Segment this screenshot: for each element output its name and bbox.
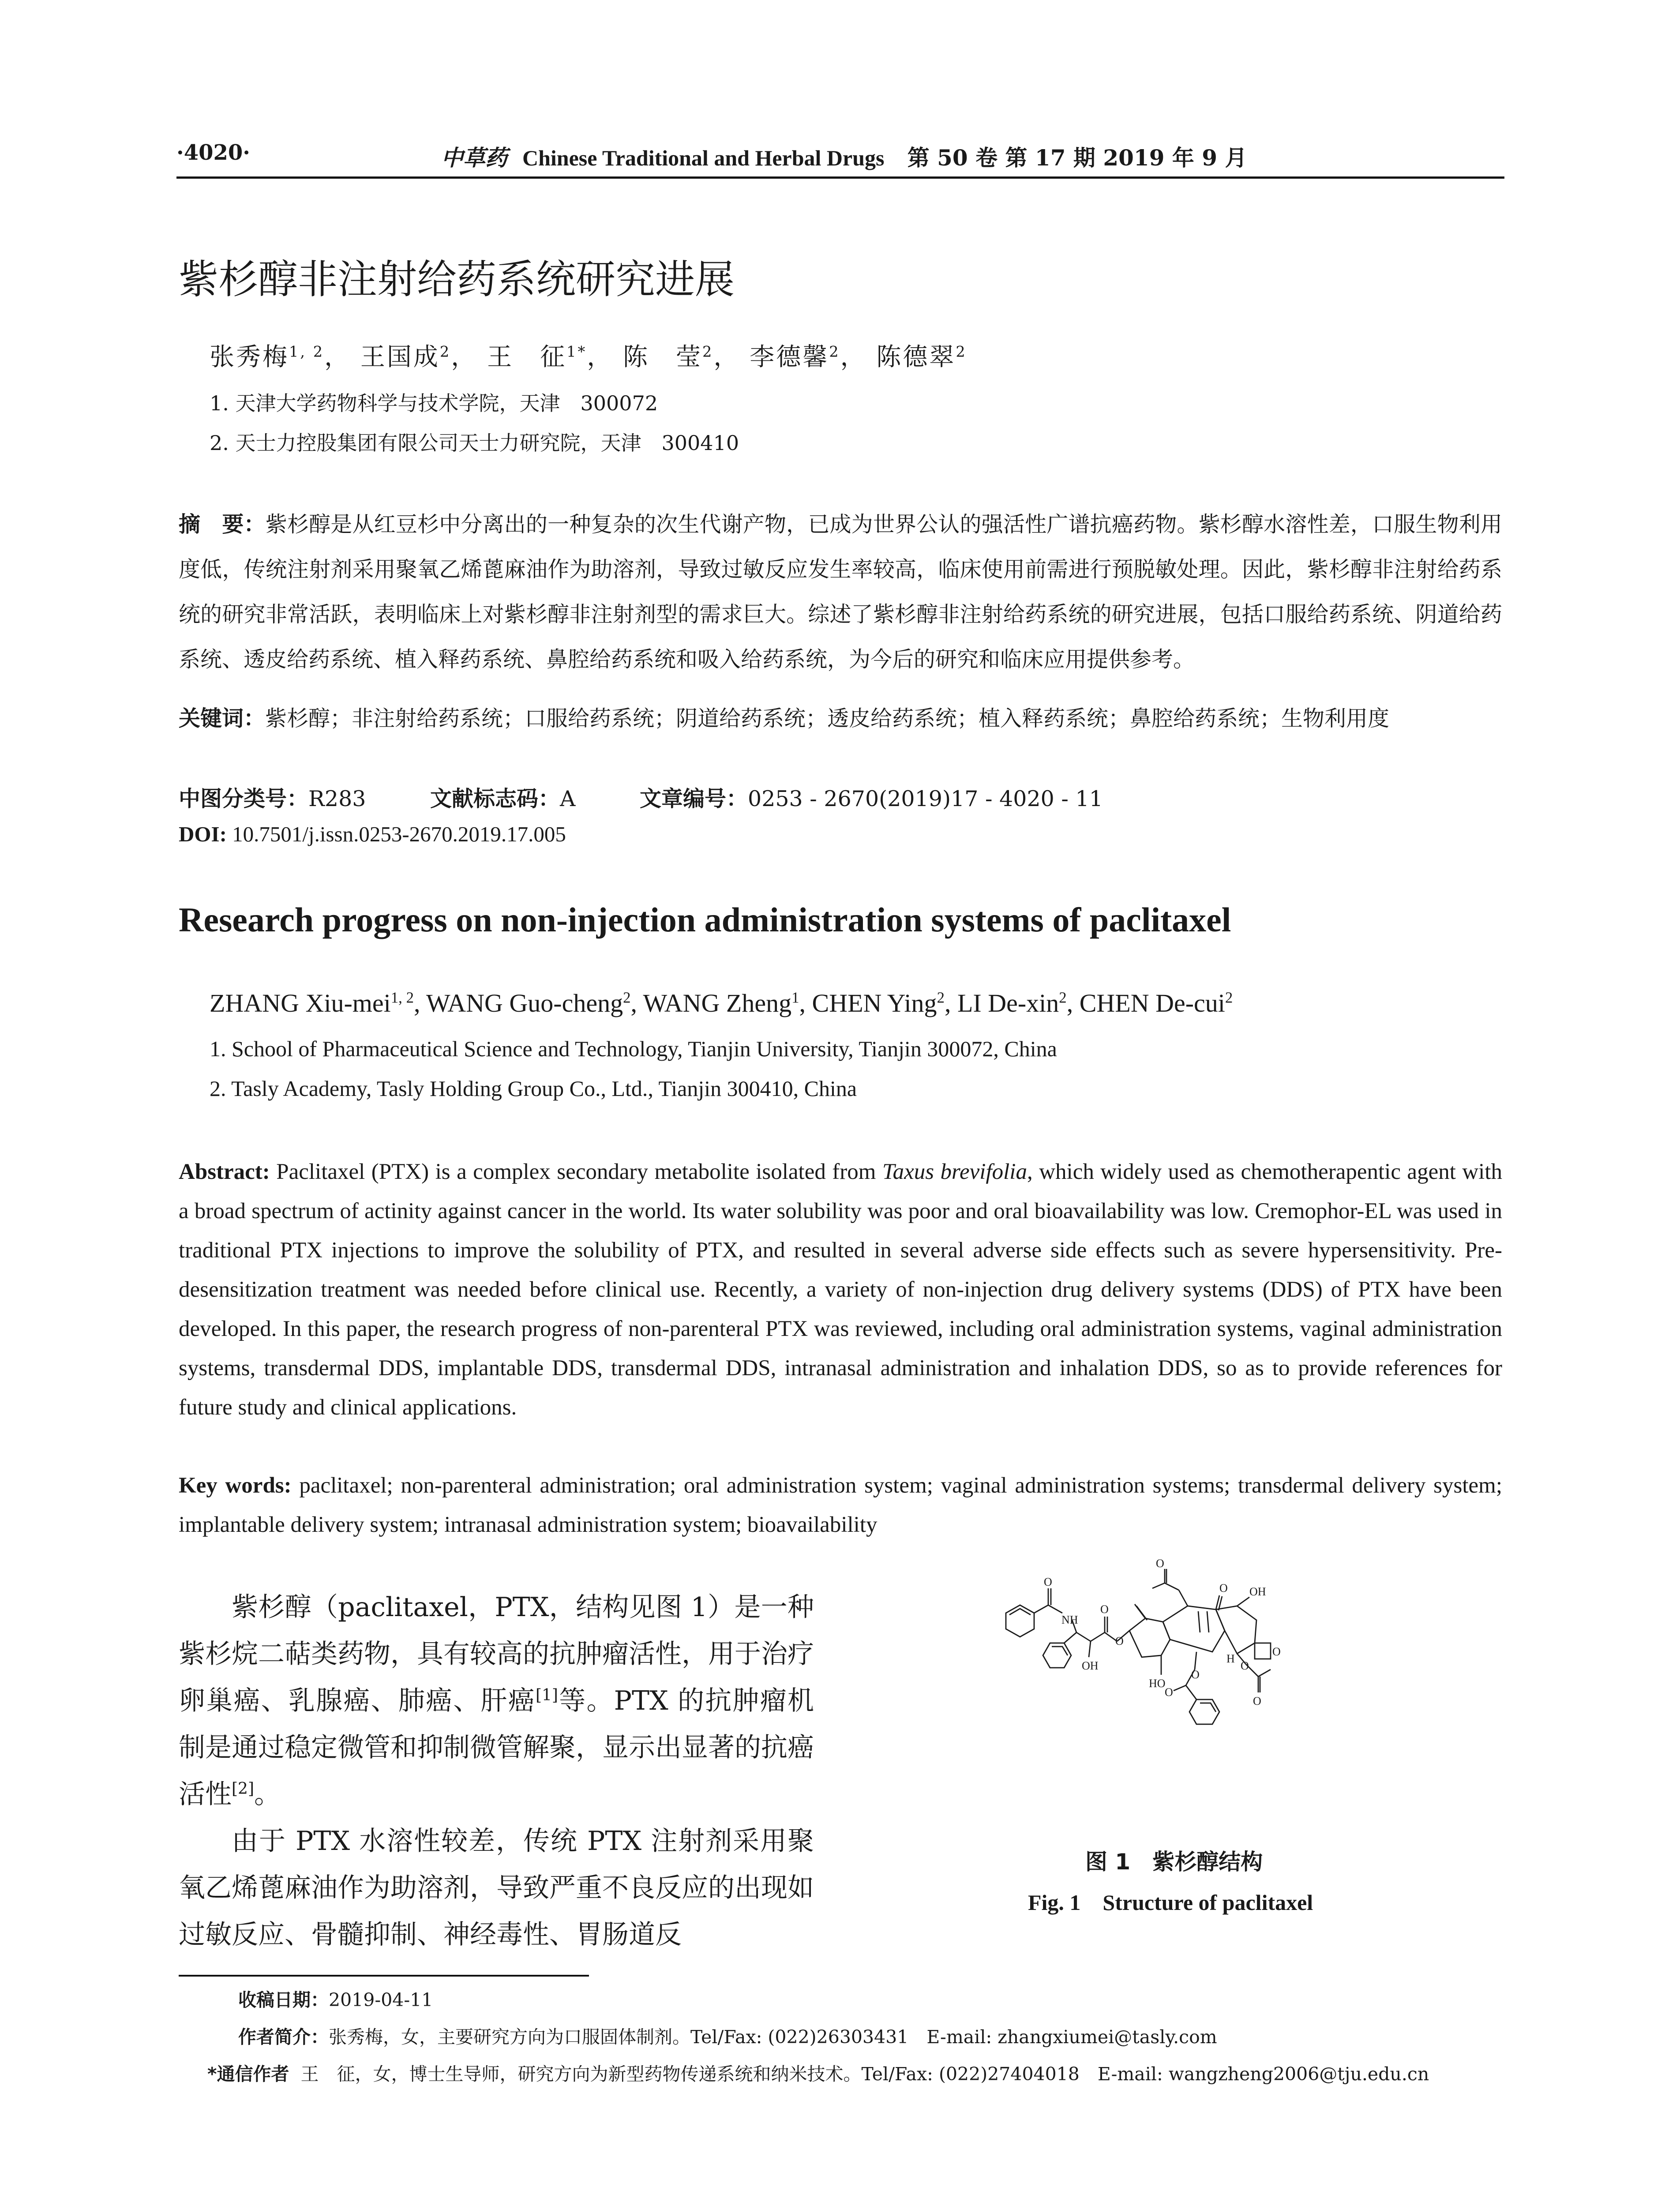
atom-label: NH — [1061, 1613, 1078, 1626]
author: WANG Guo-cheng$^2$, — [426, 989, 643, 1017]
keywords-label: Key words: — [179, 1473, 292, 1498]
footnote-corresponding-author: *通信作者 王 征，女，博士生导师，研究方向为新型药物传递系统和纳米技术。Tel/Fax: (022)27404018 E-mail: wangzheng2006@tju.edu.cn — [207, 2063, 1429, 2085]
chinese-authors — [210, 338, 967, 373]
abstract-text: 紫杉醇是从红豆杉中分离出的一种复杂的次生代谢产物，已成为世界公认的强活性广谱抗癌药物。紫杉醇水溶性差，口服生物利用度低，传统注射剂采用聚氧乙烯蓖麻油作为助溶剂，导致过敏反应发生率较高，临床使用前需进行预脱敏处理。因此，紫杉醇非注射给药系统的研究非常活跃，表明临床上对紫杉醇非注射剂型的需求巨大。综述了紫杉醇非注射给药系统的研究进展，包括口服给药系统、阴道给药系统、透皮给药系统、植入释药系统、鼻腔给药系统和吸入给药系统，为今后的研究和临床应用提供参考。 — [179, 512, 1502, 672]
atom-label: O — [1272, 1645, 1281, 1658]
atom-label: O — [1100, 1603, 1109, 1616]
figure-caption-chinese: 图 1 紫杉醇结构 — [1085, 1849, 1263, 1875]
atom-label: H — [1226, 1652, 1235, 1665]
atom-label: O — [1219, 1582, 1228, 1594]
chinese-keywords — [179, 696, 1502, 741]
author: 陈德翠$^2$ — [876, 343, 967, 371]
atom-label: O — [1191, 1668, 1200, 1681]
author: ZHANG Xiu-mei$^{1, 2}$, — [210, 989, 426, 1017]
english-affiliation: 1. School of Pharmaceutical Science and Technology, Tianjin University, Tianjin 300072, China — [210, 1036, 1057, 1061]
citation[interactable]: [2] — [232, 1780, 254, 1798]
english-affiliation: 2. Tasly Academy, Tasly Holding Group Co., Ltd., Tianjin 300410, China — [210, 1076, 857, 1101]
author: 张秀梅$^{1, 2}$， — [210, 343, 351, 371]
atom-label: O — [1165, 1686, 1173, 1699]
chinese-abstract — [179, 502, 1502, 682]
footnote-received-date: 收稿日期：2019-04-11 — [238, 1989, 433, 2011]
author: 陈 莹$^2$， — [623, 343, 740, 371]
atom-label: HO — [1149, 1677, 1166, 1690]
keywords-text: paclitaxel; non-parenteral administration; oral administration system; vaginal administration systems; transdermal delivery system; implantable delivery system; intranasal administration system; bioavailability — [179, 1473, 1502, 1537]
atom-label: O — [1115, 1635, 1124, 1647]
citation[interactable]: [1] — [535, 1686, 558, 1704]
doi-link[interactable]: 10.7501/j.issn.0253-2670.2019.17.005 — [232, 822, 566, 846]
author: CHEN Ying$^2$, — [812, 989, 957, 1017]
figure-caption-english: Fig. 1 Structure of paclitaxel — [1028, 1890, 1313, 1915]
author: WANG Zheng$^1$, — [643, 989, 812, 1017]
article-number: 文章编号：0253 - 2670(2019)17 - 4020 - 11 — [640, 786, 1103, 811]
english-abstract: Abstract: Paclitaxel (PTX) is a complex secondary metabolite isolated from Taxus brevifolia, which widely used as chemotherapentic agent with a broad spectrum of actinity against cancer in the world. Its water solubility was poor and oral bioavailability was low. Cremophor-EL was used in traditional PTX injections to improve the solubility of PTX, and resulted in several adverse side effects such as severe hypersensitivity. Pre-desensitization treatment was needed before clinical use. Recently, a variety of non-injection drug delivery systems (DDS) of PTX have been developed. In this paper, the research progress of non-parenteral PTX was reviewed, including oral administration systems, vaginal administration systems, transdermal DDS, implantable DDS, transdermal DDS, intranasal administration and inhalation DDS, so as to provide references for future study and clinical applications. — [179, 1159, 1503, 1420]
journal-english-name: Chinese Traditional and Herbal Drugs — [522, 146, 885, 170]
author: CHEN De-cui$^2$ — [1079, 989, 1233, 1017]
atom-label: OH — [1082, 1659, 1099, 1672]
footnote-author-bio: 作者简介：张秀梅，女，主要研究方向为口服固体制剂。Tel/Fax: (022)26303431 E-mail: zhangxiumei@tasly.com — [238, 2026, 1217, 2048]
chinese-affiliation: 2. 天士力控股集团有限公司天士力研究院，天津 300410 — [210, 431, 739, 455]
author: 王国成$^2$， — [360, 343, 478, 371]
author: 王 征$^{1*}$， — [487, 343, 614, 371]
author: 李德馨$^2$， — [750, 343, 867, 371]
footnote-rule — [179, 1975, 589, 1977]
journal-logo: 中草药 — [441, 145, 507, 171]
chinese-affiliation: 1. 天津大学药物科学与技术学院，天津 300072 — [210, 391, 658, 415]
keywords-label: 关键词： — [179, 706, 266, 731]
author: LI De-xin$^2$, — [957, 989, 1080, 1017]
running-header — [176, 140, 1504, 180]
doi-line — [179, 822, 566, 847]
english-keywords — [179, 1466, 1502, 1545]
classification-line — [179, 782, 1160, 813]
atom-label: OH — [1249, 1585, 1266, 1598]
body-paragraph: 紫杉醇（paclitaxel，PTX，结构见图 1）是一种紫杉烷二萜类药物，具有较高的抗肿瘤活性，用于治疗卵巢癌、乳腺癌、肺癌、肝癌[1]等。PTX 的抗肿瘤机制是通过稳定微管和抑制微管解聚，显示出显著的抗癌活性[2]。 — [179, 1592, 814, 1810]
journal-name — [441, 140, 1247, 172]
body-paragraph: 由于 PTX 水溶性较差，传统 PTX 注射剂采用聚氧乙烯蓖麻油作为助溶剂，导致严重不良反应的出现如过敏反应、骨髓抑制、神经毒性、胃肠道反 — [179, 1826, 814, 1950]
english-title: Research progress on non-injection administration systems of paclitaxel — [179, 900, 1231, 939]
atom-label: O — [1044, 1576, 1052, 1588]
keywords-text: 紫杉醇；非注射给药系统；口服给药系统；阴道给药系统；透皮给药系统；植入释药系统；鼻腔给药系统；生物利用度 — [265, 706, 1390, 731]
body-column-left — [179, 1584, 814, 1958]
paclitaxel-structure-figure — [988, 1557, 1385, 1800]
atom-label: O — [1253, 1695, 1261, 1707]
abstract-label: 摘 要： — [179, 512, 266, 537]
page-number: ·4020· — [176, 140, 251, 165]
abstract-label: Abstract: — [179, 1159, 270, 1184]
clc-number: 中图分类号：R283 — [179, 786, 366, 811]
doi-label: DOI: — [179, 822, 227, 846]
chinese-title: 紫杉醇非注射给药系统研究进展 — [179, 256, 735, 303]
species-name: Taxus brevifolia — [882, 1159, 1027, 1184]
english-authors — [210, 988, 1233, 1018]
header-rule — [176, 176, 1504, 179]
journal-issue: 第 50 卷 第 17 期 2019 年 9 月 — [907, 145, 1247, 171]
document-code: 文献标志码：A — [430, 786, 576, 811]
atom-label: O — [1241, 1659, 1249, 1672]
atom-label: O — [1156, 1557, 1164, 1570]
